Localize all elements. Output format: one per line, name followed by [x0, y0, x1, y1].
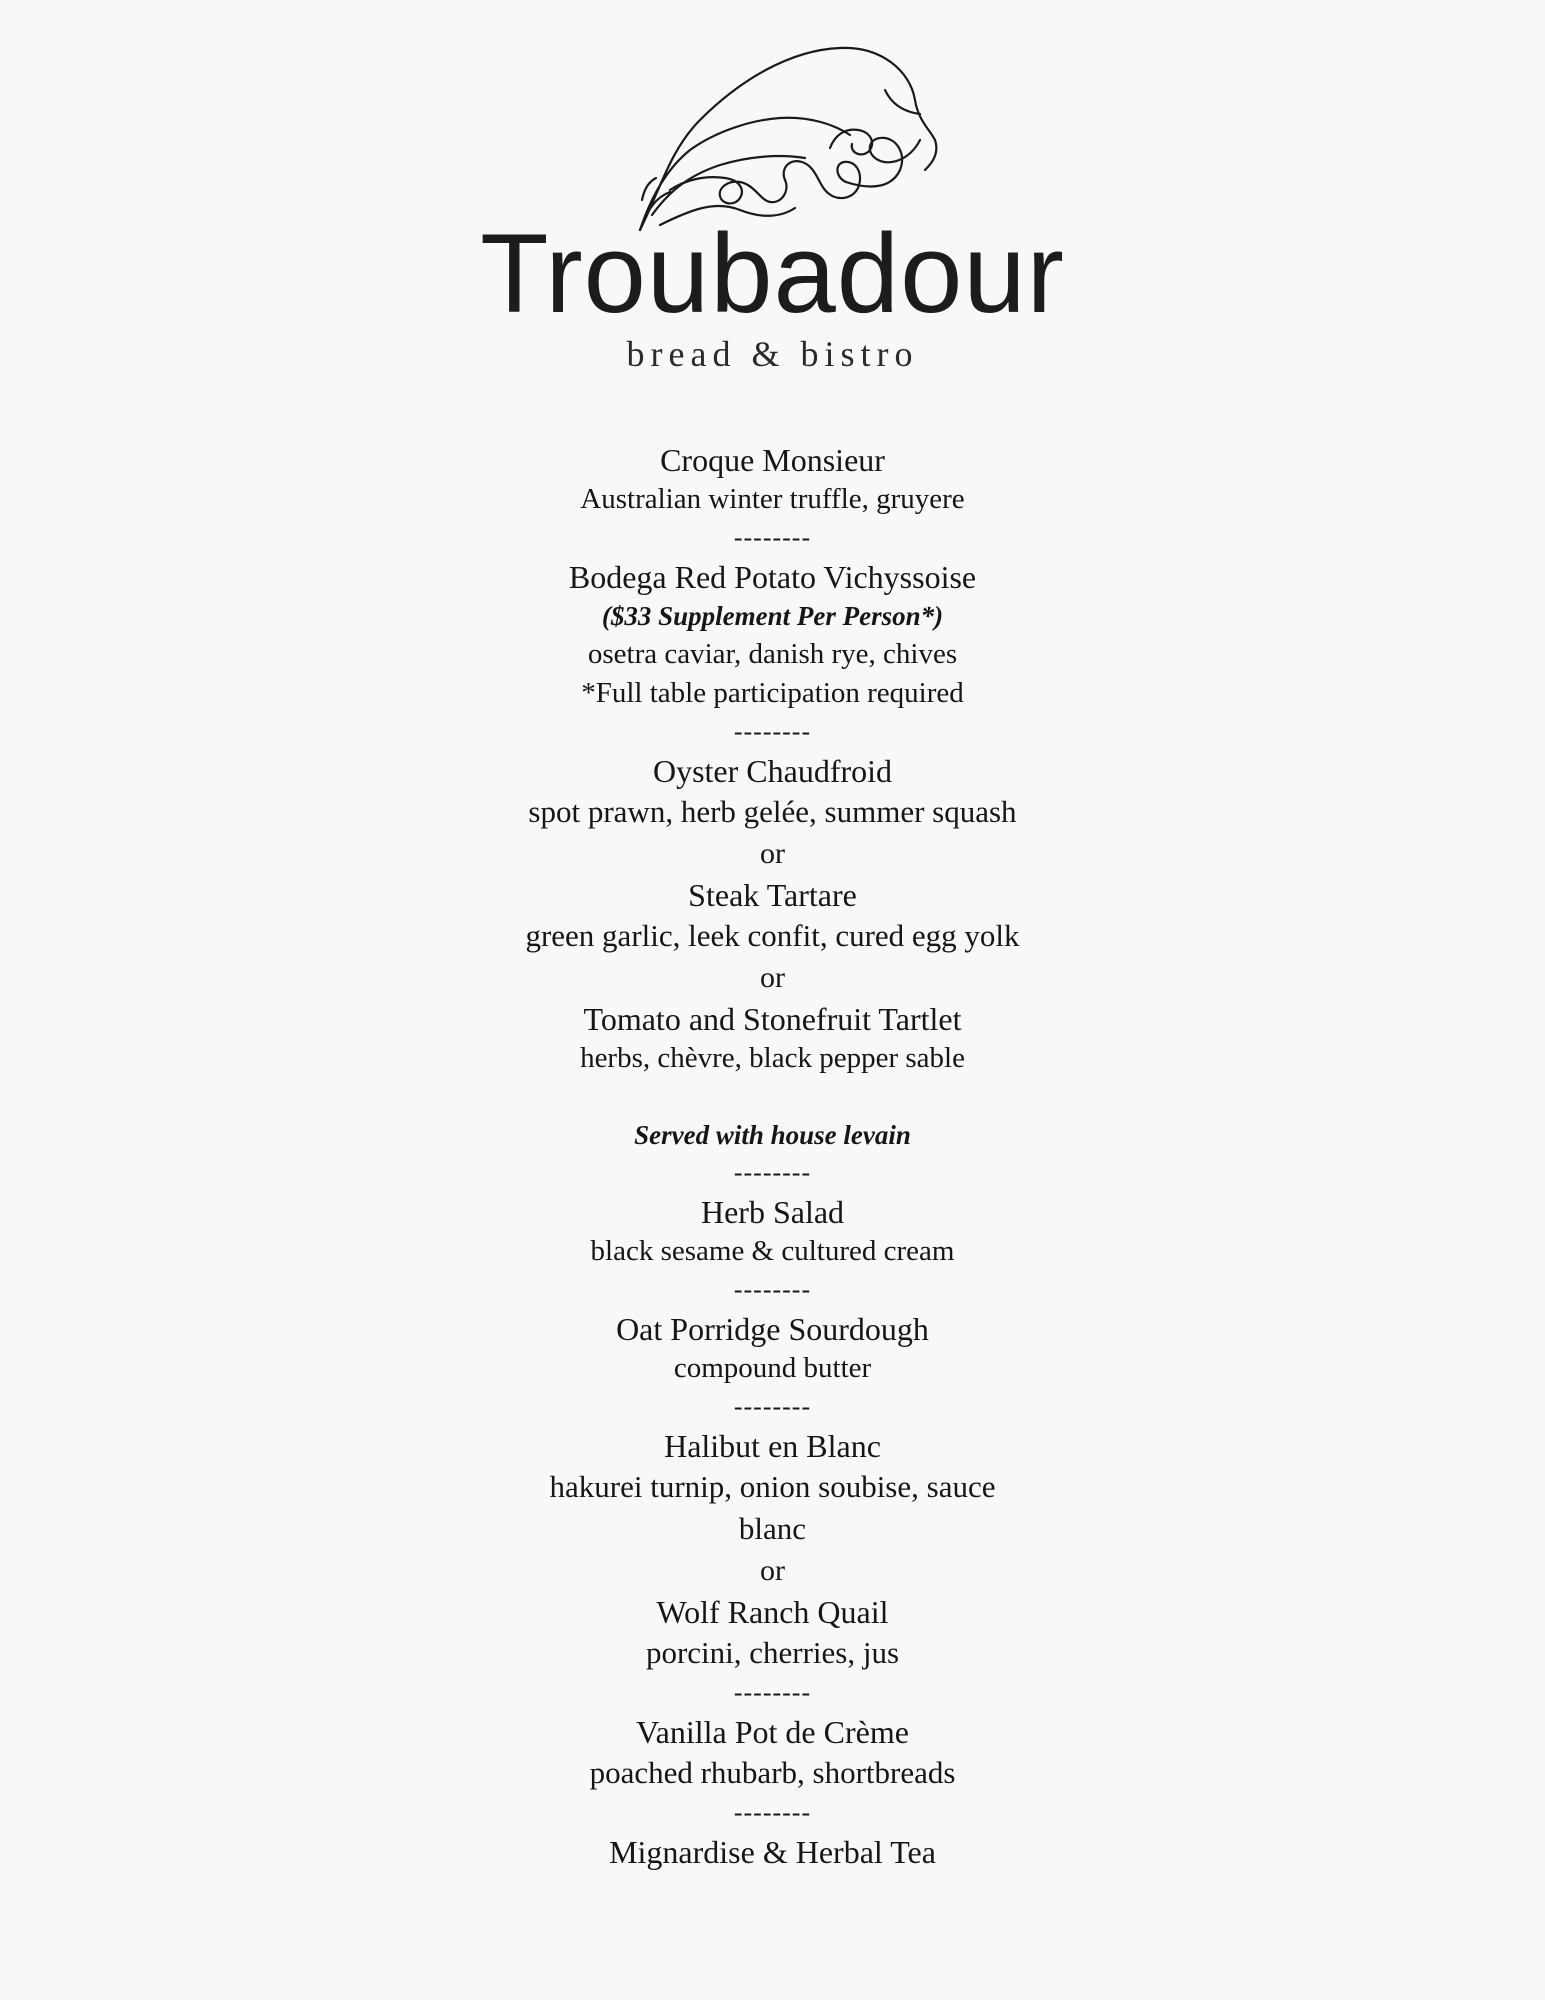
dish-description: Australian winter truffle, gruyere	[580, 483, 965, 515]
dish-description: spot prawn, herb gelée, summer squash	[528, 794, 1017, 829]
participation-note: *Full table participation required	[581, 677, 964, 709]
dish-description-continued: blanc	[738, 1511, 807, 1546]
dish-title: Oyster Chaudfroid	[652, 753, 893, 789]
dish-title: Mignardise & Herbal Tea	[609, 1834, 936, 1870]
dish-description: porcini, cherries, jus	[645, 1635, 900, 1670]
dish-title: Halibut en Blanc	[664, 1428, 881, 1464]
brand-name: Troubadour	[480, 211, 1065, 336]
dish-title: Steak Tartare	[688, 877, 857, 913]
dish-description: herbs, chèvre, black pepper sable	[580, 1042, 965, 1074]
dish-title: Herb Salad	[700, 1194, 845, 1230]
dish-description: poached rhubarb, shortbreads	[589, 1755, 956, 1790]
course-separator: --------	[733, 1158, 812, 1187]
course-separator: --------	[733, 1678, 812, 1707]
brand-tagline: bread & bistro	[626, 334, 919, 374]
dish-title: Oat Porridge Sourdough	[616, 1311, 929, 1347]
dish-description: green garlic, leek confit, cured egg yolk	[525, 918, 1020, 953]
or-divider: or	[760, 837, 785, 870]
or-divider: or	[760, 1554, 785, 1587]
dish-description: compound butter	[673, 1352, 872, 1384]
supplement-note: ($33 Supplement Per Person*)	[601, 601, 944, 631]
spacer	[0, 1078, 1545, 1116]
or-divider: or	[760, 961, 785, 994]
dish-description: osetra caviar, danish rye, chives	[587, 638, 958, 670]
dish-title: Croque Monsieur	[660, 442, 885, 478]
course-separator: --------	[733, 717, 812, 746]
dish-description: hakurei turnip, onion soubise, sauce	[549, 1469, 996, 1504]
served-with-note: Served with house levain	[634, 1120, 911, 1150]
course-separator: --------	[733, 1392, 812, 1421]
dish-title: Tomato and Stonefruit Tartlet	[583, 1001, 962, 1037]
line-art-leaf-icon	[630, 40, 950, 240]
dish-title: Vanilla Pot de Crème	[636, 1714, 909, 1750]
dish-description: black sesame & cultured cream	[590, 1235, 955, 1267]
dish-title: Wolf Ranch Quail	[656, 1594, 889, 1630]
course-separator: --------	[733, 523, 812, 552]
dish-title: Bodega Red Potato Vichyssoise	[568, 559, 977, 595]
course-separator: --------	[733, 1798, 812, 1827]
tasting-menu	[0, 440, 1545, 1872]
course-separator: --------	[733, 1275, 812, 1304]
